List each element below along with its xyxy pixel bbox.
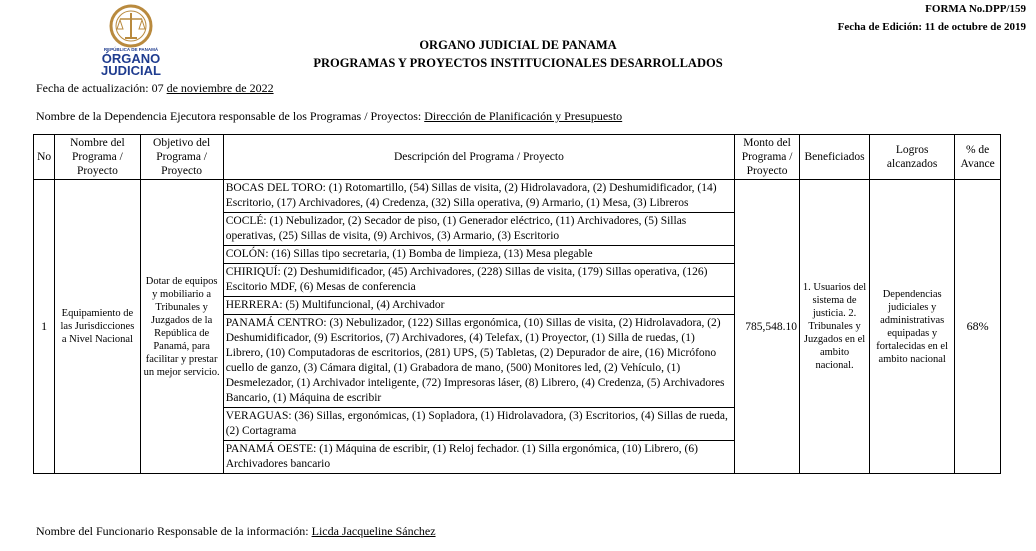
update-date-line: [36, 81, 274, 96]
logo-small-text: REPÚBLICA DE PANAMÁ: [103, 47, 159, 52]
dependency-line: [36, 109, 622, 124]
responsible-value: Licda Jacqueline Sánchez: [311, 524, 436, 538]
form-number: FORMA No.DPP/159: [925, 3, 1026, 15]
programs-table: [33, 134, 1001, 474]
row-logros: Dependencias judiciales y administrativas equipadas y fortalecidas en el ambito nacional: [870, 180, 955, 474]
row-beneficiados: 1. Usuarios del sistema de justicia. 2. Tribunales y Juzgados en el ambito nacional.: [800, 180, 870, 474]
logo-text-organo: ÓRGANO: [101, 51, 161, 66]
update-date-label: Fecha de actualización: 07: [36, 81, 167, 95]
desc-colon: COLÓN: (16) Sillas tipo secretaria, (1) Bomba de limpieza, (13) Mesa plegable: [223, 246, 734, 264]
document-title: PROGRAMAS Y PROYECTOS INSTITUCIONALES DESARROLLADOS: [313, 56, 723, 70]
header-no: No: [34, 135, 55, 180]
table-header-row: [34, 135, 1001, 180]
logo-text-judicial: JUDICIAL: [101, 63, 161, 76]
table-row: [34, 180, 1001, 213]
header-nombre: Nombre del Programa / Proyecto: [55, 135, 140, 180]
row-avance: 68%: [955, 180, 1001, 474]
row-no: 1: [34, 180, 55, 474]
desc-bocas-del-toro: BOCAS DEL TORO: (1) Rotomartillo, (54) Sillas de visita, (2) Hidrolavadora, (2) Deshumidificador, (14) Escritorio, (17) Archivadores, (4) Credenza, (32) Silla operativa, (9) Armario, (1) Mesa, (3) Libreros: [223, 180, 734, 213]
row-monto: 785,548.10: [735, 180, 800, 474]
desc-panama-centro: PANAMÁ CENTRO: (3) Nebulizador, (122) Sillas ergonómica, (10) Sillas de visita, (2) Hidrolavadora, (2) Deshumidificador, (9) Escritorios, (7) Archivadores, (4) Telefax, (1) Proyector, (1) Silla de ruedas, (1) Librero, (10) Computadoras de escritorios, (281) UPS, (5) Tabletas, (2) Depurador de aire, (16) Micrófono cuello de ganzo, (3) Cámara digital, (1) Grabadora de mano, (500) Monitores led, (2) Vehículo, (1) Desmelezador, (1) Archivador inteligente, (72) Impresoras láser, (8) Librero, (4) Credenza, (5) Archivadores Bancario, (1) Máquina de escribir: [223, 315, 734, 408]
update-date-value: de noviembre de 2022: [166, 81, 274, 95]
header-descripcion: Descripción del Programa / Proyecto: [223, 135, 734, 180]
header-beneficiados: Beneficiados: [800, 135, 870, 180]
dependency-label: Nombre de la Dependencia Ejecutora responsable de los Programas / Proyectos:: [36, 109, 425, 123]
responsible-label: Nombre del Funcionario Responsable de la información:: [36, 524, 312, 538]
row-objetivo: Dotar de equipos y mobiliario a Tribunales y Juzgados de la República de Panamá, para facilitar y prestar un mejor servicio.: [140, 180, 223, 474]
desc-cocle: COCLÉ: (1) Nebulizador, (2) Secador de piso, (1) Generador eléctrico, (11) Archivadores, (5) Sillas operativas, (25) Sillas de visita, (9) Archivos, (3) Armario, (3) Escritorio: [223, 213, 734, 246]
header-monto: Monto del Programa / Proyecto: [735, 135, 800, 180]
dependency-value: Dirección de Planificación y Presupuesto: [424, 109, 623, 123]
row-nombre: Equipamiento de las Jurisdicciones a Nivel Nacional: [55, 180, 140, 474]
header-objetivo: Objetivo del Programa / Proyecto: [140, 135, 223, 180]
organization-title: ORGANO JUDICIAL DE PANAMA: [419, 38, 617, 52]
desc-panama-oeste: PANAMÁ OESTE: (1) Máquina de escribir, (1) Reloj fechador. (1) Silla ergonómica, (10) Librero, (6) Archivadores bancario: [223, 441, 734, 474]
desc-herrera: HERRERA: (5) Multifuncional, (4) Archivador: [223, 297, 734, 315]
desc-chiriqui: CHIRIQUÍ: (2) Deshumidificador, (45) Archivadores, (228) Sillas de visita, (179) Sillas operativa, (126) Escitorio MDF, (6) Mesas de conferencia: [223, 264, 734, 297]
header-logros: Logros alcanzados: [870, 135, 955, 180]
responsible-line: [36, 524, 436, 539]
header-avance: % de Avance: [955, 135, 1001, 180]
desc-veraguas: VERAGUAS: (36) Sillas, ergonómicas, (1) Sopladora, (1) Hidrolavadora, (3) Escritorios, (4) Sillas de rueda, (2) Cortagrama: [223, 408, 734, 441]
edition-date: Fecha de Edición: 11 de octubre de 2019: [837, 21, 1026, 33]
